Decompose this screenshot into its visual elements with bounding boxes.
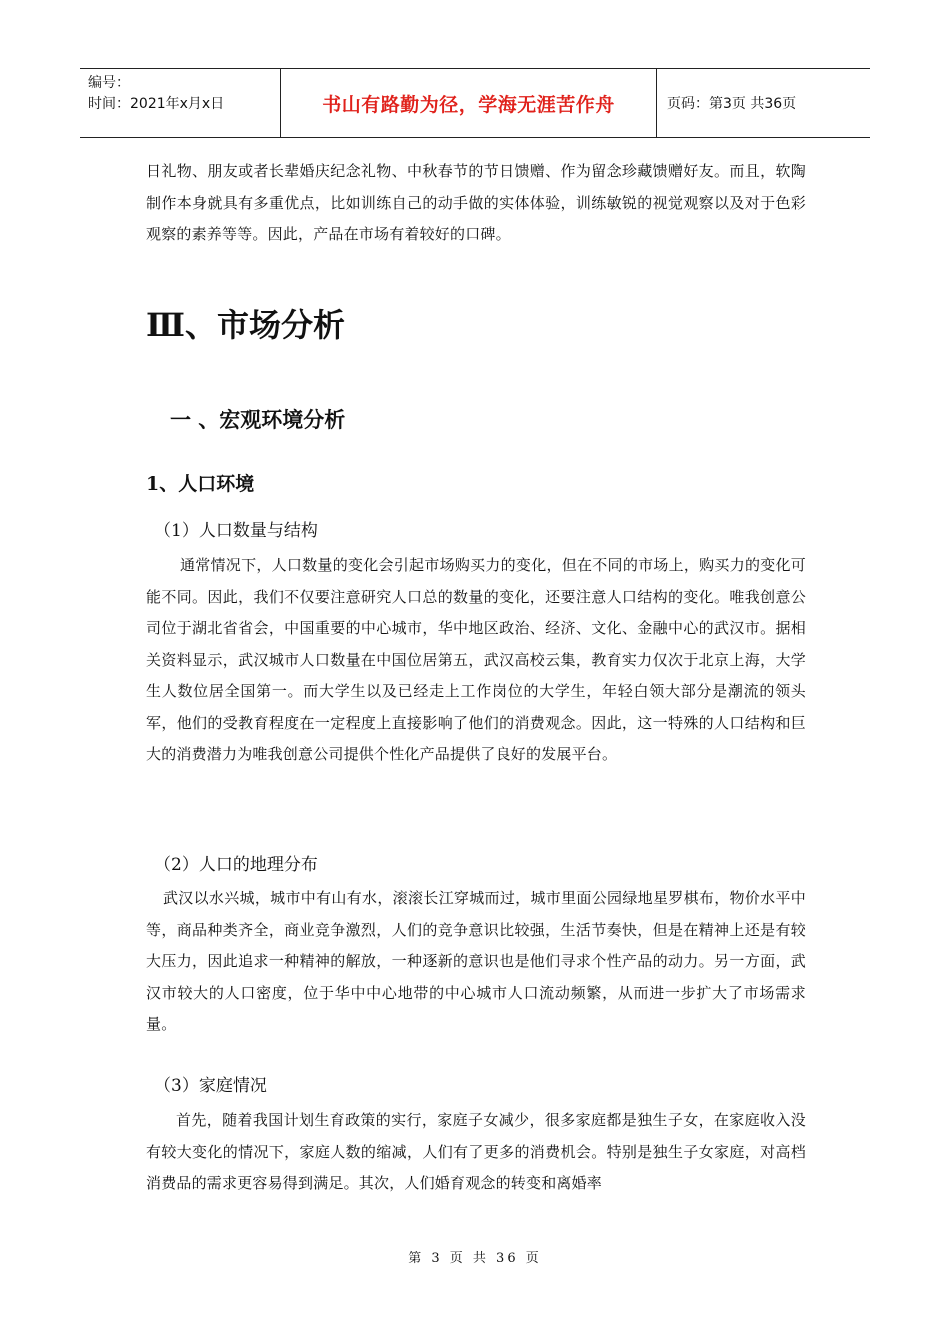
item-heading-population-structure: （1）人口数量与结构 xyxy=(154,521,318,541)
header-motto: 书山有路勤为径，学海无涯苦作舟 xyxy=(281,69,657,137)
item-heading-geographic-distribution: （2）人口的地理分布 xyxy=(154,855,318,875)
header-page-info: 页码：第3页 共36页 xyxy=(667,96,797,112)
page-footer: 第 3 页 共 36 页 xyxy=(408,1251,542,1266)
header-number-label: 编号： xyxy=(88,75,130,91)
header-meta xyxy=(80,69,281,137)
item-heading-family: （3）家庭情况 xyxy=(154,1076,267,1096)
subsection-title: 一 、宏观环境分析 xyxy=(170,407,346,432)
topic-title: 1、人口环境 xyxy=(146,473,255,495)
page-header xyxy=(80,68,870,138)
section-title: Ⅲ、市场分析 xyxy=(146,306,345,344)
item-text-population-structure: 通常情况下，人口数量的变化会引起市场购买力的变化，但在不同的市场上，购买力的变化可能不同。因此，我们不仅要注意研究人口总的数量的变化，还要注意人口结构的变化。唯我创意公司位于湖北省省会，中国重要的中心城市，华中地区政治、经济、文化、金融中心的武汉市。据相关资料显示，武汉城市人口数量在中国位居第五，武汉高校云集，教育实力仅次于北京上海，大学生人数位居全国第一。而大学生以及已经走上工作岗位的大学生，年轻白领大部分是潮流的领头军，他们的受教育程度在一定程度上直接影响了他们的消费观念。因此，这一特殊的人口结构和巨大的消费潜力为唯我创意公司提供个性化产品提供了良好的发展平台。 xyxy=(146,556,806,763)
intro-paragraph: 日礼物、朋友或者长辈婚庆纪念礼物、中秋春节的节日馈赠、作为留念珍藏馈赠好友。而且，软陶制作本身就具有多重优点，比如训练自己的动手做的实体体验，训练敏锐的视觉观察以及对于色彩观察的素养等等。因此，产品在市场有着较好的口碑。 xyxy=(146,162,806,243)
header-date: 时间：2021年x月x日 xyxy=(88,96,225,112)
item-text-geographic-distribution: 武汉以水兴城，城市中有山有水，滚滚长江穿城而过，城市里面公园绿地星罗棋布，物价水平中等，商品种类齐全，商业竞争激烈，人们的竞争意识比较强，生活节奏快，但是在精神上还是有较大压力，因此追求一种精神的解放，一种逐新的意识也是他们寻求个性产品的动力。另一方面，武汉市较大的人口密度，位于华中中心地带的中心城市人口流动频繁，从而进一步扩大了市场需求量。 xyxy=(146,889,806,1033)
item-text-family: 首先，随着我国计划生育政策的实行，家庭子女减少，很多家庭都是独生子女，在家庭收入没有较大变化的情况下，家庭人数的缩减，人们有了更多的消费机会。特别是独生子女家庭，对高档消费品的需求更容易得到满足。其次，人们婚育观念的转变和离婚率 xyxy=(146,1111,806,1192)
